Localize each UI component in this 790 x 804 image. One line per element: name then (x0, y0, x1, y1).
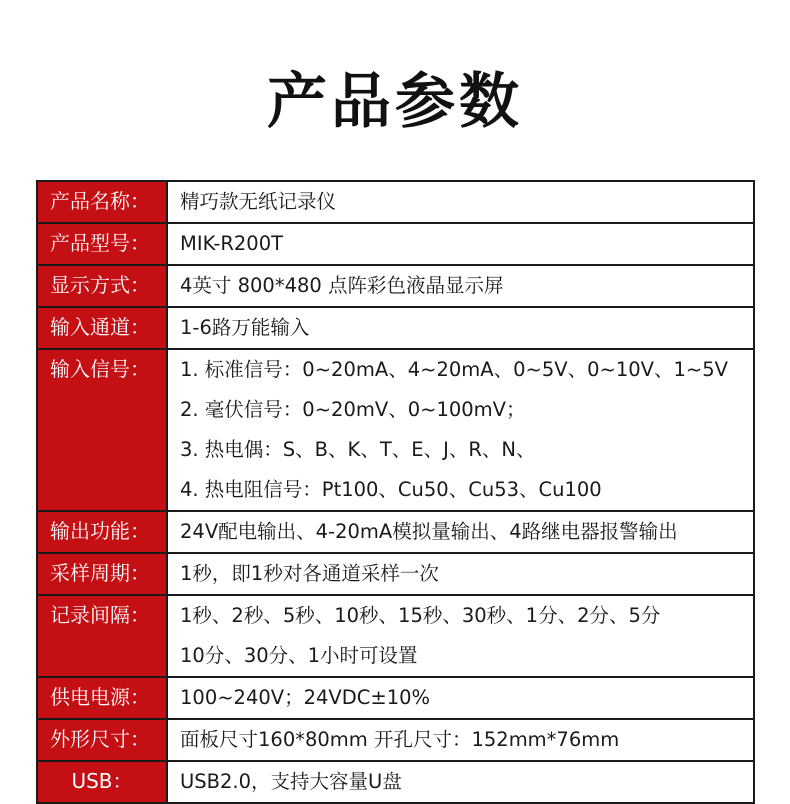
spec-value: 1秒，即1秒对各通道采样一次 (180, 562, 439, 585)
spec-values (168, 224, 753, 264)
spec-label: 输出功能： (38, 512, 168, 552)
spec-row-dimensions (38, 718, 753, 760)
spec-label: 产品型号： (38, 224, 168, 264)
spec-label: USB： (38, 762, 168, 802)
spec-label: 产品名称： (38, 182, 168, 222)
spec-row-model (38, 222, 753, 264)
spec-values (168, 762, 753, 802)
spec-row-record-interval (38, 594, 753, 676)
spec-value: 精巧款无纸记录仪 (180, 190, 337, 213)
spec-label: 采样周期： (38, 554, 168, 594)
spec-values (168, 678, 753, 718)
spec-values (168, 182, 753, 222)
spec-value: 3. 热电偶：S、B、K、T、E、J、R、N、 (180, 438, 536, 461)
spec-row-power (38, 676, 753, 718)
spec-value: 1. 标准信号：0~20mA、4~20mA、0~5V、0~10V、1~5V (180, 358, 728, 381)
spec-label: 输入信号： (38, 350, 168, 510)
spec-values (168, 308, 753, 348)
spec-label: 供电电源： (38, 678, 168, 718)
spec-value: MIK-R200T (180, 232, 284, 255)
spec-row-output (38, 510, 753, 552)
spec-value: 4. 热电阻信号：Pt100、Cu50、Cu53、Cu100 (180, 478, 602, 501)
spec-label: 记录间隔： (38, 596, 168, 676)
spec-value: 面板尺寸160*80mm 开孔尺寸：152mm*76mm (180, 728, 620, 751)
spec-row-input-channels (38, 306, 753, 348)
spec-values (168, 350, 753, 510)
spec-label: 输入通道： (38, 308, 168, 348)
spec-label: 外形尺寸： (38, 720, 168, 760)
spec-values (168, 596, 753, 676)
spec-value: 1秒、2秒、5秒、10秒、15秒、30秒、1分、2分、5分 (180, 604, 661, 627)
page-title: 产品参数 (267, 67, 523, 137)
spec-table (36, 180, 755, 804)
spec-values (168, 266, 753, 306)
spec-value: USB2.0，支持大容量U盘 (180, 770, 402, 793)
spec-value: 4英寸 800*480 点阵彩色液晶显示屏 (180, 274, 504, 297)
spec-value: 1-6路万能输入 (180, 316, 310, 339)
spec-row-usb (38, 760, 753, 802)
spec-row-display (38, 264, 753, 306)
spec-value: 100~240V；24VDC±10% (180, 686, 431, 709)
spec-value: 10分、30分、1小时可设置 (180, 644, 418, 667)
spec-value: 2. 毫伏信号：0~20mV、0~100mV； (180, 398, 526, 421)
spec-row-product-name (38, 182, 753, 222)
spec-row-sampling (38, 552, 753, 594)
spec-values (168, 720, 753, 760)
spec-value: 24V配电输出、4-20mA模拟量输出、4路继电器报警输出 (180, 520, 678, 543)
spec-values (168, 554, 753, 594)
spec-row-input-signals (38, 348, 753, 510)
spec-values (168, 512, 753, 552)
spec-label: 显示方式： (38, 266, 168, 306)
